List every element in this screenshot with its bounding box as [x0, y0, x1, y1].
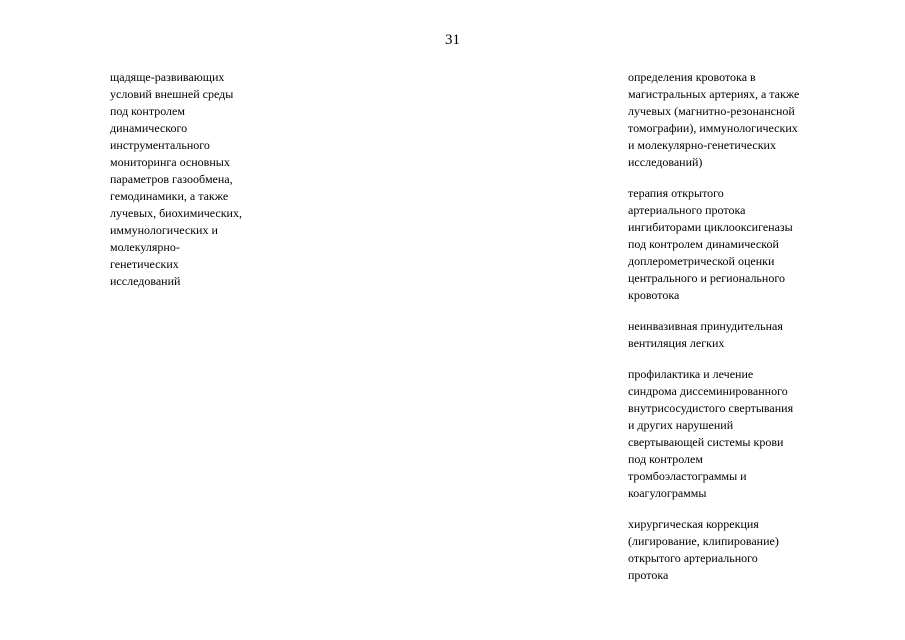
text-line: условий внешней среды: [110, 87, 234, 101]
text-line: магистральных артериях, а также: [628, 87, 800, 101]
right-column-text: [628, 69, 828, 598]
text-line: неинвазивная принудительная: [628, 319, 783, 333]
text-line: коагулограммы: [628, 486, 707, 500]
text-line: профилактика и лечение: [628, 367, 754, 381]
paragraph-dic-prevention: [628, 366, 828, 502]
left-column-text: [110, 69, 280, 290]
text-line: терапия открытого: [628, 186, 724, 200]
text-line: лучевых, биохимических,: [110, 206, 242, 220]
text-line: свертывающей системы крови: [628, 435, 784, 449]
paragraph-ductus-therapy: [628, 185, 828, 304]
paragraph-blood-flow-methods: [628, 69, 828, 171]
text-line: внутрисосудистого свертывания: [628, 401, 794, 415]
text-line: под контролем: [628, 452, 703, 466]
text-line: щадяще-развивающих: [110, 70, 225, 84]
text-line: вентиляция легких: [628, 336, 725, 350]
text-line: доплерометрической оценки: [628, 254, 775, 268]
text-line: определения кровотока в: [628, 70, 756, 84]
text-line: (лигирование, клипирование): [628, 534, 779, 548]
text-line: мониторинга основных: [110, 155, 230, 169]
text-line: центрального и регионального: [628, 271, 785, 285]
text-line: лучевых (магнитно-резонансной: [628, 104, 795, 118]
paragraph-ventilation: [628, 318, 828, 352]
page-number: 31: [445, 32, 460, 48]
text-line: под контролем: [110, 104, 185, 118]
text-line: тромбоэластограммы и: [628, 469, 747, 483]
text-line: ингибиторами циклооксигеназы: [628, 220, 793, 234]
text-line: артериального протока: [628, 203, 746, 217]
text-line: и молекулярно-генетических: [628, 138, 776, 152]
text-line: параметров газообмена,: [110, 172, 233, 186]
text-line: под контролем динамической: [628, 237, 779, 251]
text-line: молекулярно-: [110, 240, 180, 254]
text-line: иммунологических и: [110, 223, 218, 237]
text-line: кровотока: [628, 288, 680, 302]
text-line: открытого артериального: [628, 551, 758, 565]
text-line: протока: [628, 568, 669, 582]
text-line: исследований): [628, 155, 703, 169]
text-line: хирургическая коррекция: [628, 517, 759, 531]
text-line: синдрома диссеминированного: [628, 384, 788, 398]
text-line: исследований: [110, 274, 181, 288]
text-line: генетических: [110, 257, 179, 271]
text-line: инструментального: [110, 138, 210, 152]
paragraph-surgical-correction: [628, 516, 828, 584]
text-line: гемодинамики, а также: [110, 189, 229, 203]
text-line: и других нарушений: [628, 418, 734, 432]
text-line: динамического: [110, 121, 188, 135]
text-line: томографии), иммунологических: [628, 121, 798, 135]
